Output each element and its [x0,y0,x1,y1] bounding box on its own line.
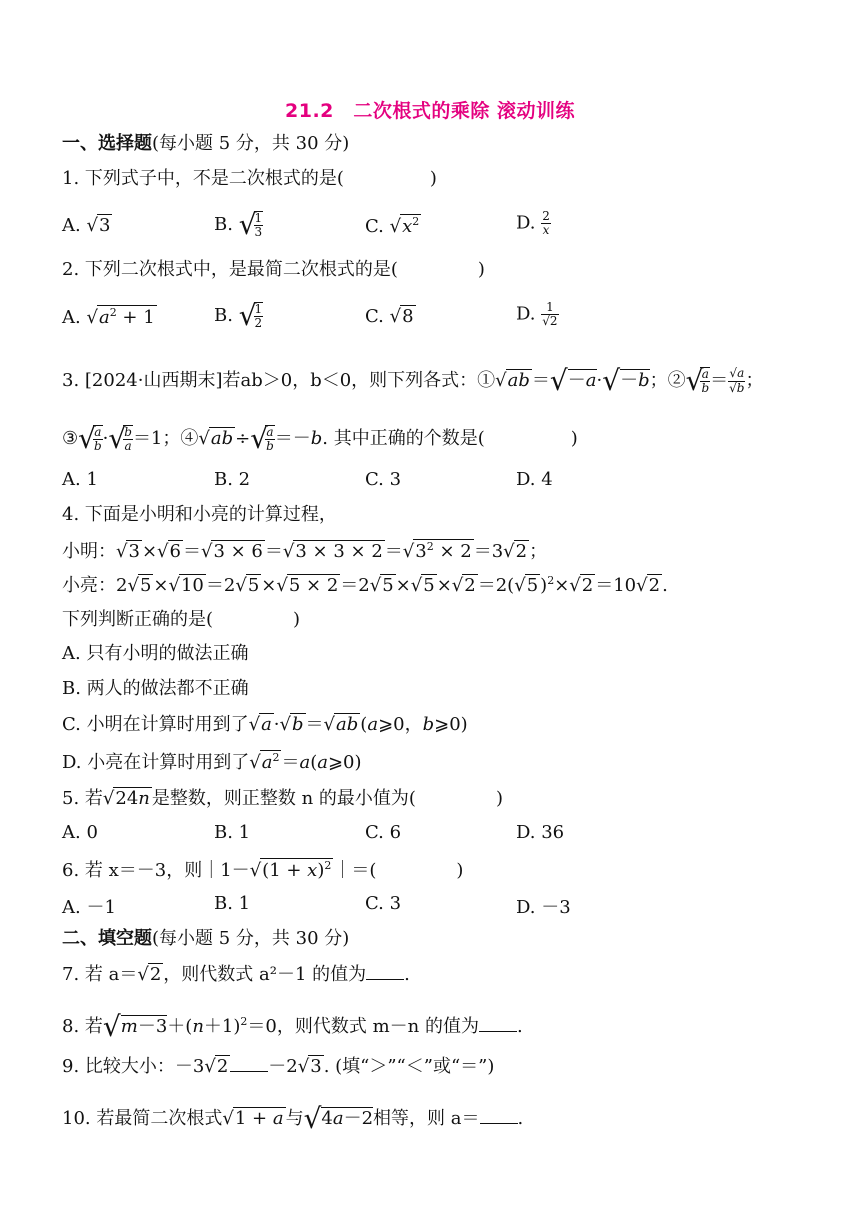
question-5-stem: 5. 若√24n 是整数，则正整数 n 的最小值为( ) [62,788,503,809]
q9-answer-blank[interactable] [230,1071,268,1072]
q4-ask: 下列判断正确的是( ) [62,609,301,630]
q4-xiaoliang-work: 小亮：2√5 ×√10 ＝2√5 ×√5 × 2 ＝2√5 ×√5 ×√2 ＝2(√5 )$^2$×√2 ＝10√2 . [62,574,668,596]
q4-option-d[interactable]: D. 小亮在计算时用到了$√a^2$ ＝a(a⩾0) [62,751,362,773]
question-3-line1: 3. [2024·山西期末]若ab＞0，b＜0，则下列各式：①√ab ＝√－a·√－b；②√ $\frac{a}{b}$ ＝ $\frac{√a}{√b}$ ； [62,364,764,397]
q6-option-d[interactable]: D. －3 [516,897,571,918]
q2-option-a[interactable]: A. $√a^2 + 1$ [62,306,155,328]
question-3-line2: ③√ $\frac{a}{b}$ ·√ $\frac{b}{a}$ ＝1；④√ab ÷√ $\frac{a}{b}$ ＝－b. 其中正确的个数是( ) [62,422,578,455]
q2-option-d[interactable]: D. $\frac{1}{√2}$ [516,300,558,329]
question-2-stem: 2. 下列二次根式中，是最简二次根式的是( ) [62,259,485,280]
section-choice-heading: 一、选择题(每小题 5 分，共 30 分) [62,133,350,154]
q4-xiaoming-work: 小明：$√3 \times√6 =√3 \times 6 =√3 \times 3 \times 2 =√3^2 \times 2 =3√2$ ； [62,540,548,562]
q3-option-d[interactable]: D. 4 [516,469,553,490]
q6-option-b[interactable]: B. 1 [214,893,251,914]
question-9: 9. 比较大小：－3√2 －2√3 . (填“＞”“＜”或“＝”) [62,1056,495,1077]
q8-answer-blank[interactable] [479,1031,517,1032]
q4-option-c[interactable]: C. 小明在计算时用到了√a ·√b ＝√ab (a⩾0，b⩾0) [62,714,468,735]
q5-option-c[interactable]: C. 6 [365,822,402,843]
question-1-stem: 1. 下列式子中，不是二次根式的是( ) [62,168,437,189]
q4-option-b[interactable]: B. 两人的做法都不正确 [62,678,249,699]
section-fill-heading: 二、填空题(每小题 5 分，共 30 分) [62,928,350,949]
q10-answer-blank[interactable] [480,1123,518,1124]
q6-option-c[interactable]: C. 3 [365,893,402,914]
q3-option-a[interactable]: A. 1 [62,469,98,490]
q1-option-d[interactable]: D. $\frac{2}{x}$ [516,209,550,238]
q1-option-c[interactable]: C. $√x^2$ [365,215,420,237]
question-4-stem: 4. 下面是小明和小亮的计算过程， [62,504,337,525]
q6-option-a[interactable]: A. －1 [62,897,116,918]
q3-option-c[interactable]: C. 3 [365,469,402,490]
question-10: 10. 若最简二次根式√1 + a 与√4a－2相等，则 a＝ . [62,1102,524,1135]
page-title: 21.2 二次根式的乘除 滚动训练 [285,100,575,122]
q1-option-a[interactable]: A. √3 [62,215,111,236]
q1-option-b[interactable]: B. √ $\frac{1}{3}$ [214,208,263,241]
q5-option-d[interactable]: D. 36 [516,822,565,843]
question-6-stem: 6. 若 x＝－3，则｜1－√(1 + x)$^2$ ｜＝( ) [62,859,464,881]
q2-option-c[interactable]: C. √8 [365,306,414,327]
q5-option-b[interactable]: B. 1 [214,822,251,843]
q5-option-a[interactable]: A. 0 [62,822,98,843]
question-7: 7. 若 a＝√2 ，则代数式 a²－1 的值为 . [62,964,410,985]
q3-option-b[interactable]: B. 2 [214,469,251,490]
q4-option-a[interactable]: A. 只有小明的做法正确 [62,643,249,664]
q2-option-b[interactable]: B. √ $\frac{1}{2}$ [214,299,263,332]
question-8: 8. 若$√m-3+(n+1)^2=0$，则代数式 m－n 的值为 . [62,1010,523,1043]
q7-answer-blank[interactable] [366,979,404,980]
